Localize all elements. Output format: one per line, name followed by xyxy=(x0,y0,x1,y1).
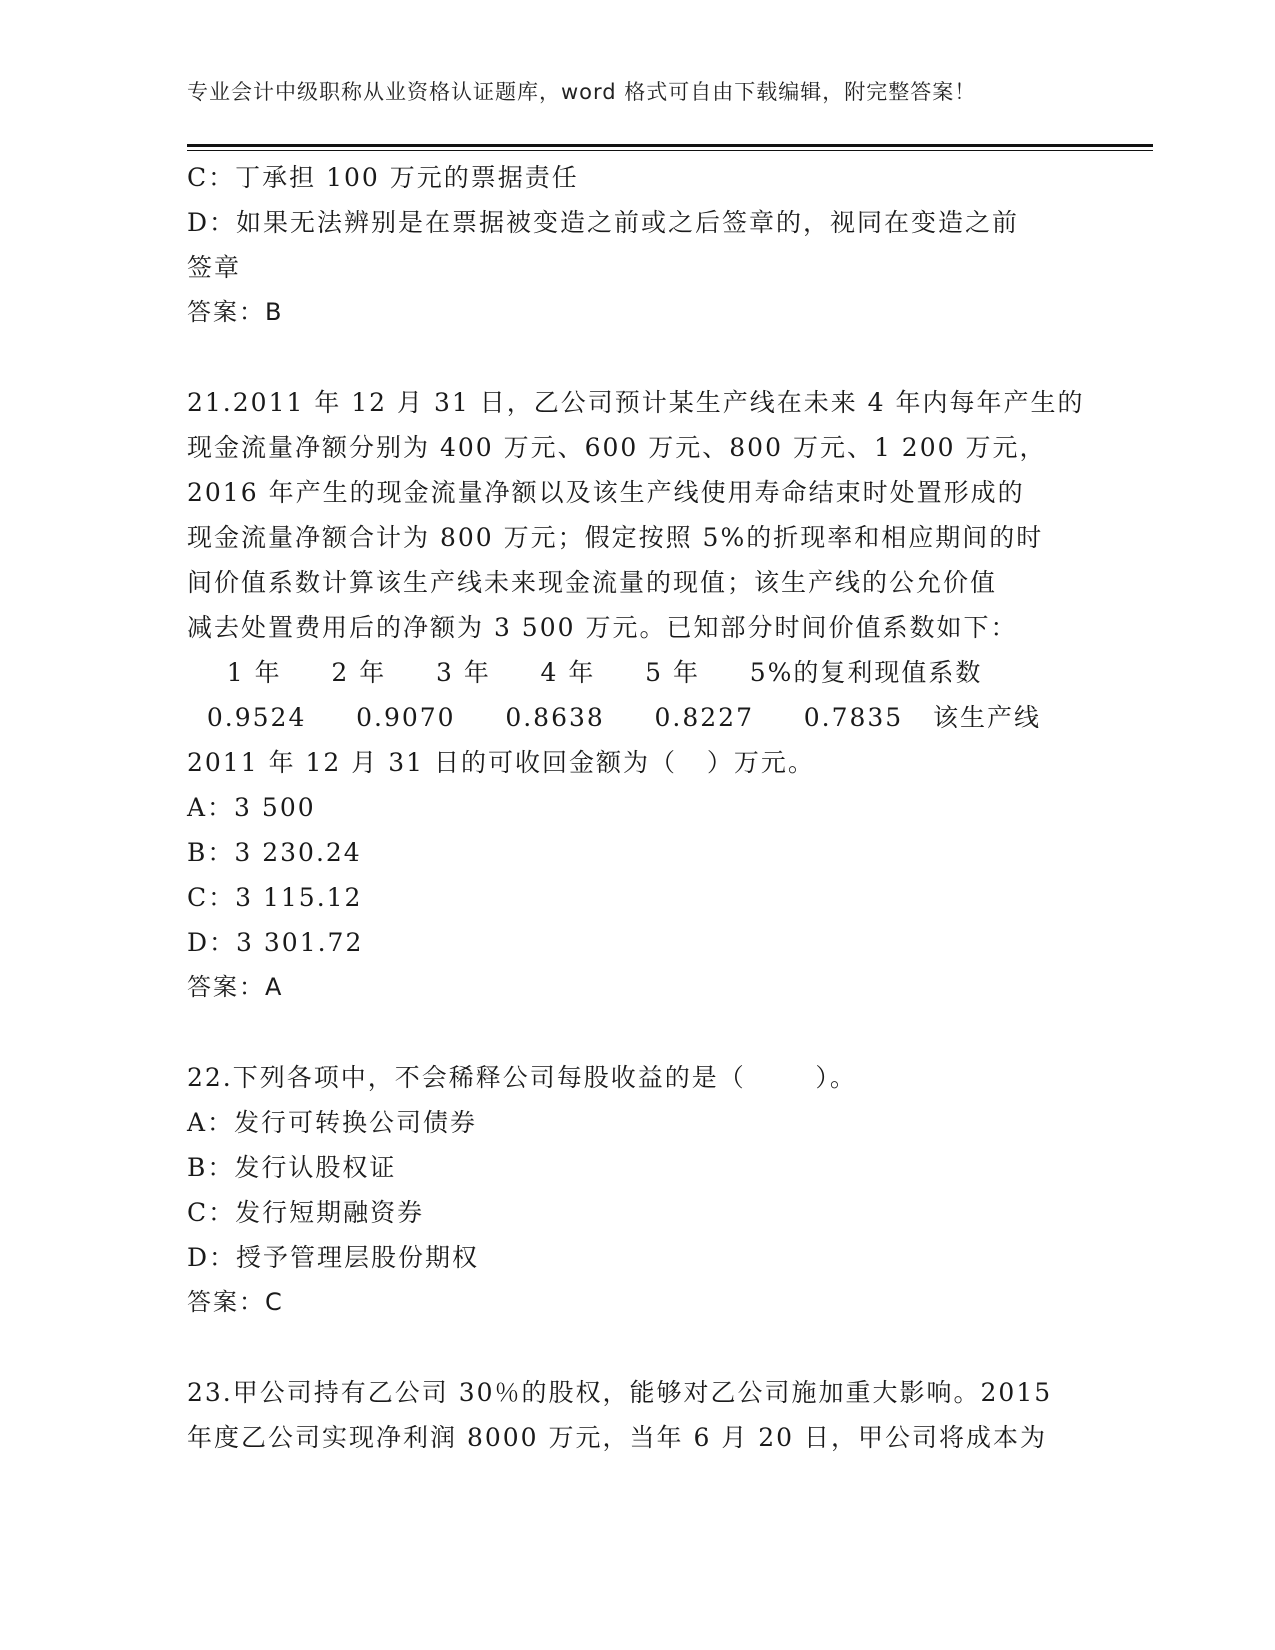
q23-stem-line1: 23.甲公司持有乙公司 30％的股权，能够对乙公司施加重大影响。2015 xyxy=(187,1378,1053,1407)
q21-stem-line6: 减去处置费用后的净额为 3 500 万元。已知部分时间价值系数如下： xyxy=(187,613,1018,642)
spacer xyxy=(187,1010,1087,1055)
q21-option-b: B：3 230.24 xyxy=(187,838,362,867)
q21-option-a: A：3 500 xyxy=(187,793,316,822)
spacer xyxy=(187,1325,1087,1370)
q22-option-d: D：授予管理层股份期权 xyxy=(187,1243,480,1272)
page-header: 专业会计中级职称从业资格认证题库，word 格式可自由下载编辑，附完整答案！ xyxy=(187,80,977,104)
q20-option-d-line1: D：如果无法辨别是在票据被变造之前或之后签章的，视同在变造之前 xyxy=(187,208,1020,237)
header-rule-thin xyxy=(187,150,1153,151)
q20-option-c: C：丁承担 100 万元的票据责任 xyxy=(187,163,579,192)
q21-option-d: D：3 301.72 xyxy=(187,928,364,957)
q22-option-a: A：发行可转换公司债券 xyxy=(187,1108,478,1137)
q20-answer: 答案：B xyxy=(187,298,284,326)
q21-stem-line3: 2016 年产生的现金流量净额以及该生产线使用寿命结束时处置形成的 xyxy=(187,478,1025,507)
q22-answer: 答案：C xyxy=(187,1288,284,1316)
q21-stem-line9: 2011 年 12 月 31 日的可收回金额为（ ）万元。 xyxy=(187,748,815,777)
q22-option-c: C：发行短期融资券 xyxy=(187,1198,425,1227)
q22-stem: 22.下列各项中，不会稀释公司每股收益的是（ ）。 xyxy=(187,1063,857,1092)
q21-stem-line4: 现金流量净额合计为 800 万元；假定按照 5%的折现率和相应期间的时 xyxy=(187,523,1044,552)
spacer xyxy=(187,335,1087,380)
q21-stem-line2: 现金流量净额分别为 400 万元、600 万元、800 万元、1 200 万元， xyxy=(187,433,1047,462)
header-rule-thick xyxy=(187,144,1153,147)
q21-stem-line7: 1 年 2 年 3 年 4 年 5 年 5%的复利现值系数 xyxy=(187,658,983,687)
q21-option-c: C：3 115.12 xyxy=(187,883,363,912)
q23-stem-line2: 年度乙公司实现净利润 8000 万元，当年 6 月 20 日，甲公司将成本为 xyxy=(187,1423,1048,1452)
q20-option-d-line2: 签章 xyxy=(187,253,242,282)
q21-stem-line5: 间价值系数计算该生产线未来现金流量的现值；该生产线的公允价值 xyxy=(187,568,998,597)
q21-stem-line1: 21.2011 年 12 月 31 日，乙公司预计某生产线在未来 4 年内每年产生的 xyxy=(187,388,1085,417)
q21-answer: 答案：A xyxy=(187,973,284,1001)
q21-stem-line8: 0.9524 0.9070 0.8638 0.8227 0.7835 该生产线 xyxy=(187,703,1042,732)
q22-option-b: B：发行认股权证 xyxy=(187,1153,397,1182)
document-body xyxy=(187,155,1087,1460)
